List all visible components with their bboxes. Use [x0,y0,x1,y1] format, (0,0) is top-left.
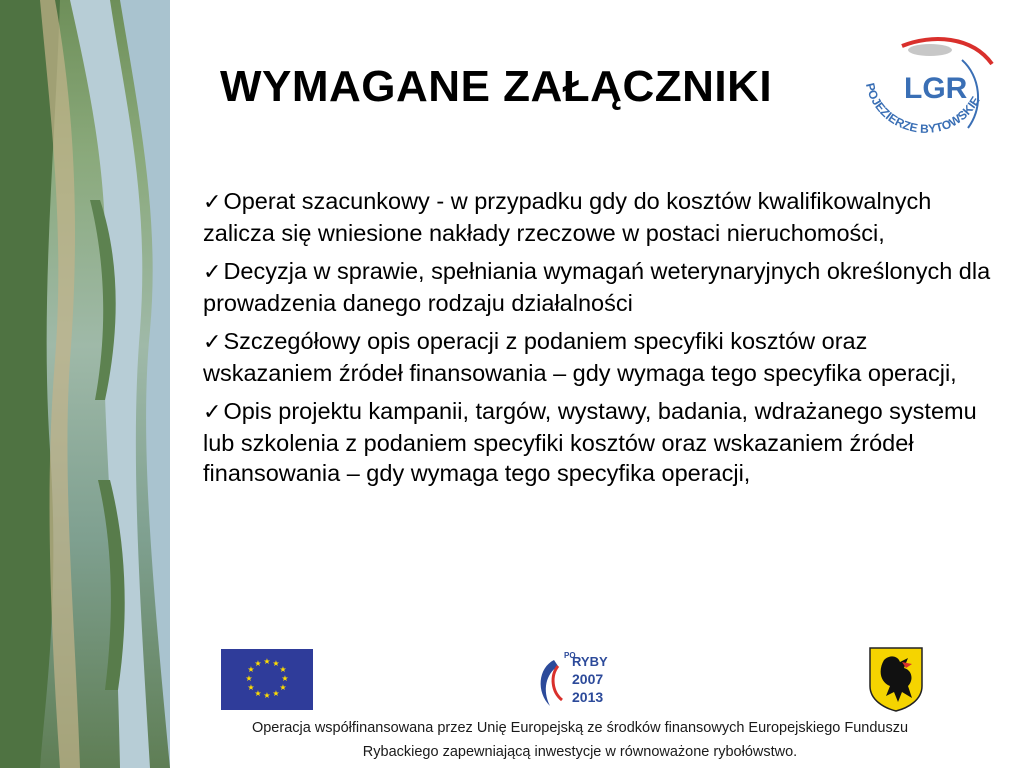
funding-note-line-1: Operacja współfinansowana przez Unię Europejską ze środków finansowych Europejskiego Funduszu [251,720,909,736]
svg-text:★: ★ [279,683,287,692]
griffin-coat-of-arms-icon [868,646,924,712]
po-label: PO [564,651,576,660]
svg-text:★: ★ [254,689,262,698]
svg-text:★: ★ [247,665,255,674]
svg-text:★: ★ [272,689,280,698]
list-item [203,326,993,388]
lgr-logo [852,36,1002,156]
list-item [203,396,993,488]
po-ryby-logo [532,646,614,716]
requirements-list [203,186,993,496]
svg-text:★: ★ [281,674,289,683]
svg-text:★: ★ [272,659,280,668]
checkmark-icon: ✓ [203,260,222,285]
svg-text:★: ★ [279,665,287,674]
svg-text:★: ★ [263,657,271,666]
svg-text:★: ★ [254,659,262,668]
funding-note-line-2: Rybackiego zapewniającą inwestycje w równoważone rybołówstwo. [362,744,798,760]
list-item-text: Opis projektu kampanii, targów, wystawy, badania, wdrażanego systemu lub szkolenia z podaniem specyfiki kosztów oraz wskazaniem źródeł finansowania – gdy wymaga tego specyfika operacji, [203,398,977,486]
footer-logos [0,640,1024,718]
svg-text:★: ★ [263,691,271,700]
year-end: 2013 [572,689,604,705]
svg-text:★: ★ [247,683,255,692]
ryby-label: RYBY [572,654,608,669]
funding-note [170,716,990,764]
list-item-text: Decyzja w sprawie, spełniania wymagań weterynaryjnych określonych dla prowadzenia danego rodzaju działalności [203,258,991,316]
slide-title: WYMAGANE ZAŁĄCZNIKI [220,62,773,111]
lgr-logo-arc-text: POJEZIERZE BYTOWSKIE [862,81,983,136]
eu-flag-icon [221,649,313,710]
svg-text:★: ★ [245,674,253,683]
checkmark-icon: ✓ [203,190,222,215]
list-item [203,186,993,248]
lgr-logo-text: LGR [904,72,968,105]
list-item-text: Szczegółowy opis operacji z podaniem specyfiki kosztów oraz wskazaniem źródeł finansowania – gdy wymaga tego specyfika operacji, [203,328,957,386]
checkmark-icon: ✓ [203,330,222,355]
checkmark-icon: ✓ [203,400,222,425]
year-start: 2007 [572,671,604,687]
list-item [203,256,993,318]
list-item-text: Operat szacunkowy - w przypadku gdy do kosztów kwalifikowalnych zalicza się wniesione nakłady rzeczowe w postaci nieruchomości, [203,188,932,246]
